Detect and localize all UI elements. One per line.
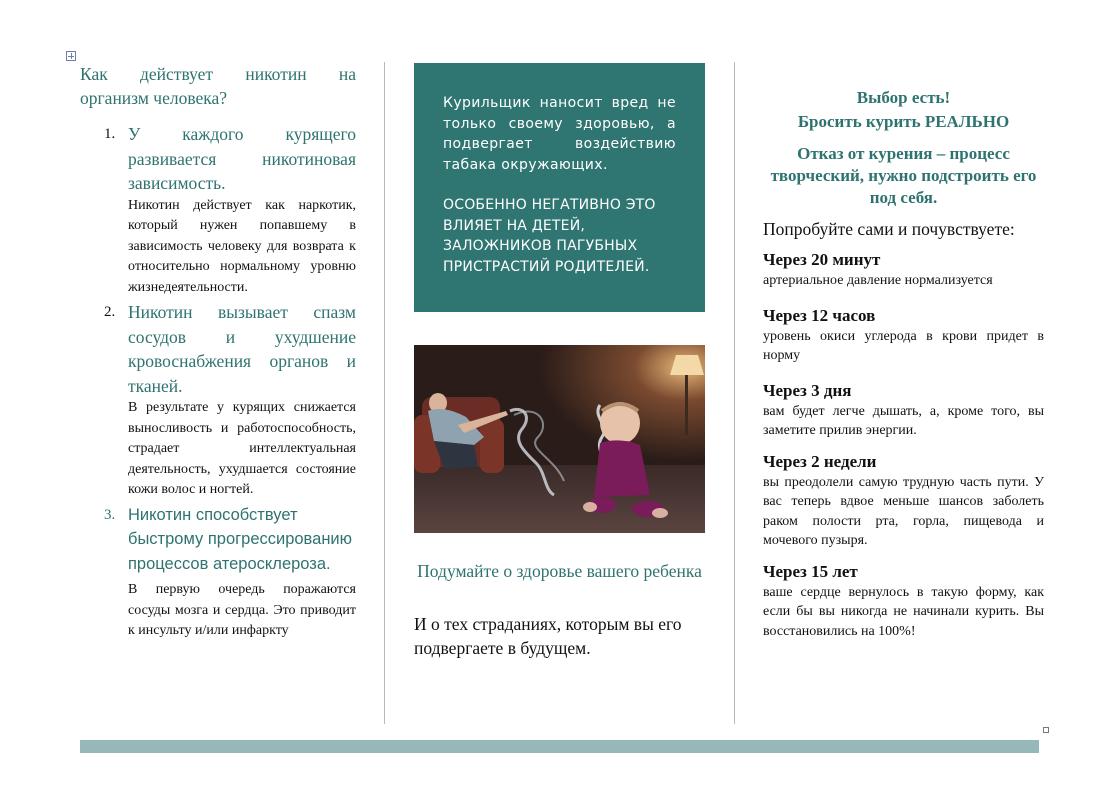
item-lead: Никотин вызывает спазм сосудов и ухудшение кровоснабжения органов и тканей.: [128, 302, 356, 396]
item-body: В первую очередь поражаются сосуды мозга и сердца. Это приводит к инсульту и/или инфаркту: [128, 582, 356, 638]
child-health-heading: Подумайте о здоровье вашего ребенка: [417, 561, 702, 581]
smoking-parent-child-photo: [414, 345, 705, 533]
timeline-title: Через 3 дня: [763, 380, 852, 400]
timeline-desc: ваше сердце вернулось в такую форму, как если бы вы никогда не начинали курить. Вы восстановились на 100%!: [763, 584, 1044, 639]
timeline-title: Через 2 недели: [763, 451, 877, 471]
item-body: Никотин действует как наркотик, который нужен попавшему в зависимость человеку для возврата к относительно нормальному уровню жизнедеятельности.: [128, 197, 356, 295]
list-number: 2.: [104, 304, 116, 320]
timeline-title: Через 15 лет: [763, 561, 858, 581]
choice-heading: [763, 86, 1044, 134]
list-number: 3.: [104, 506, 116, 523]
list-item: [104, 122, 356, 298]
choice-line-1: Выбор есть!: [856, 88, 951, 107]
child-suffering-text: И о тех страданиях, которым вы его подвергаете в будущем.: [414, 614, 682, 658]
table-move-handle-icon[interactable]: [66, 51, 76, 61]
callout-warning: ОСОБЕННО НЕГАТИВНО ЭТО ВЛИЯЕТ НА ДЕТЕЙ, ЗАЛОЖНИКОВ ПАГУБНЫХ ПРИСТРАСТИЙ РОДИТЕЛЕЙ.: [443, 197, 656, 275]
timeline-item: [763, 561, 1044, 642]
item-body: В результате у курящих снижается выносливость и работоспособность, страдает интеллектуальная деятельность, ухудшается состояние кожи волос и ногтей.: [128, 400, 356, 497]
timeline-desc: уровень окиси углерода в крови придет в норму: [763, 328, 1044, 363]
timeline-desc: вам будет легче дышать, а, кроме того, вы заметите прилив энергии.: [763, 403, 1044, 438]
heading-line-2: организм человека?: [80, 88, 228, 108]
column-divider-left: [384, 62, 385, 724]
heading-line-1: Как действует никотин на: [80, 64, 356, 84]
list-item: [104, 300, 356, 501]
timeline-desc: вы преодолели самую трудную часть пути. У вас теперь вдвое меньше шансов заболеть раком полости рта, горла, пищевода и мочевого пузыря.: [763, 474, 1044, 548]
quit-smoking-column: [763, 86, 1044, 641]
timeline-title: Через 12 часов: [763, 305, 876, 325]
timeline-item: [763, 249, 1044, 291]
callout-text: Курильщик наносит вред не только своему здоровью, а подвергает воздействию табака окружающих.: [443, 95, 676, 173]
nicotine-heading: [80, 62, 356, 110]
choice-line-2: Бросить курить РЕАЛЬНО: [797, 112, 1010, 131]
photo-illustration: [414, 345, 705, 533]
item-lead: Никотин способствует быстрому прогрессированию процессов атеросклероза.: [128, 505, 353, 573]
nicotine-effects-list: [80, 122, 356, 642]
try-text: Попробуйте сами и почувствуете:: [763, 219, 1015, 239]
timeline-title: Через 20 минут: [763, 250, 881, 269]
column-divider-right: [734, 62, 735, 724]
timeline-desc: артериальное давление нормализуется: [763, 273, 993, 288]
list-item: [104, 503, 356, 642]
timeline-item: [763, 380, 1044, 441]
item-lead: У каждого курящего развивается никотиновая зависимость.: [128, 124, 356, 193]
timeline-item: [763, 451, 1044, 551]
timeline-item: [763, 305, 1044, 366]
table-resize-handle-icon[interactable]: [1043, 727, 1049, 733]
secondhand-smoke-callout: [414, 63, 705, 312]
nicotine-effects-column: [80, 62, 356, 644]
list-number: 1.: [104, 126, 116, 142]
process-heading: Отказ от курения – процесс творческий, нужно подстроить его под себя.: [770, 144, 1037, 207]
footer-bar: [80, 740, 1039, 753]
